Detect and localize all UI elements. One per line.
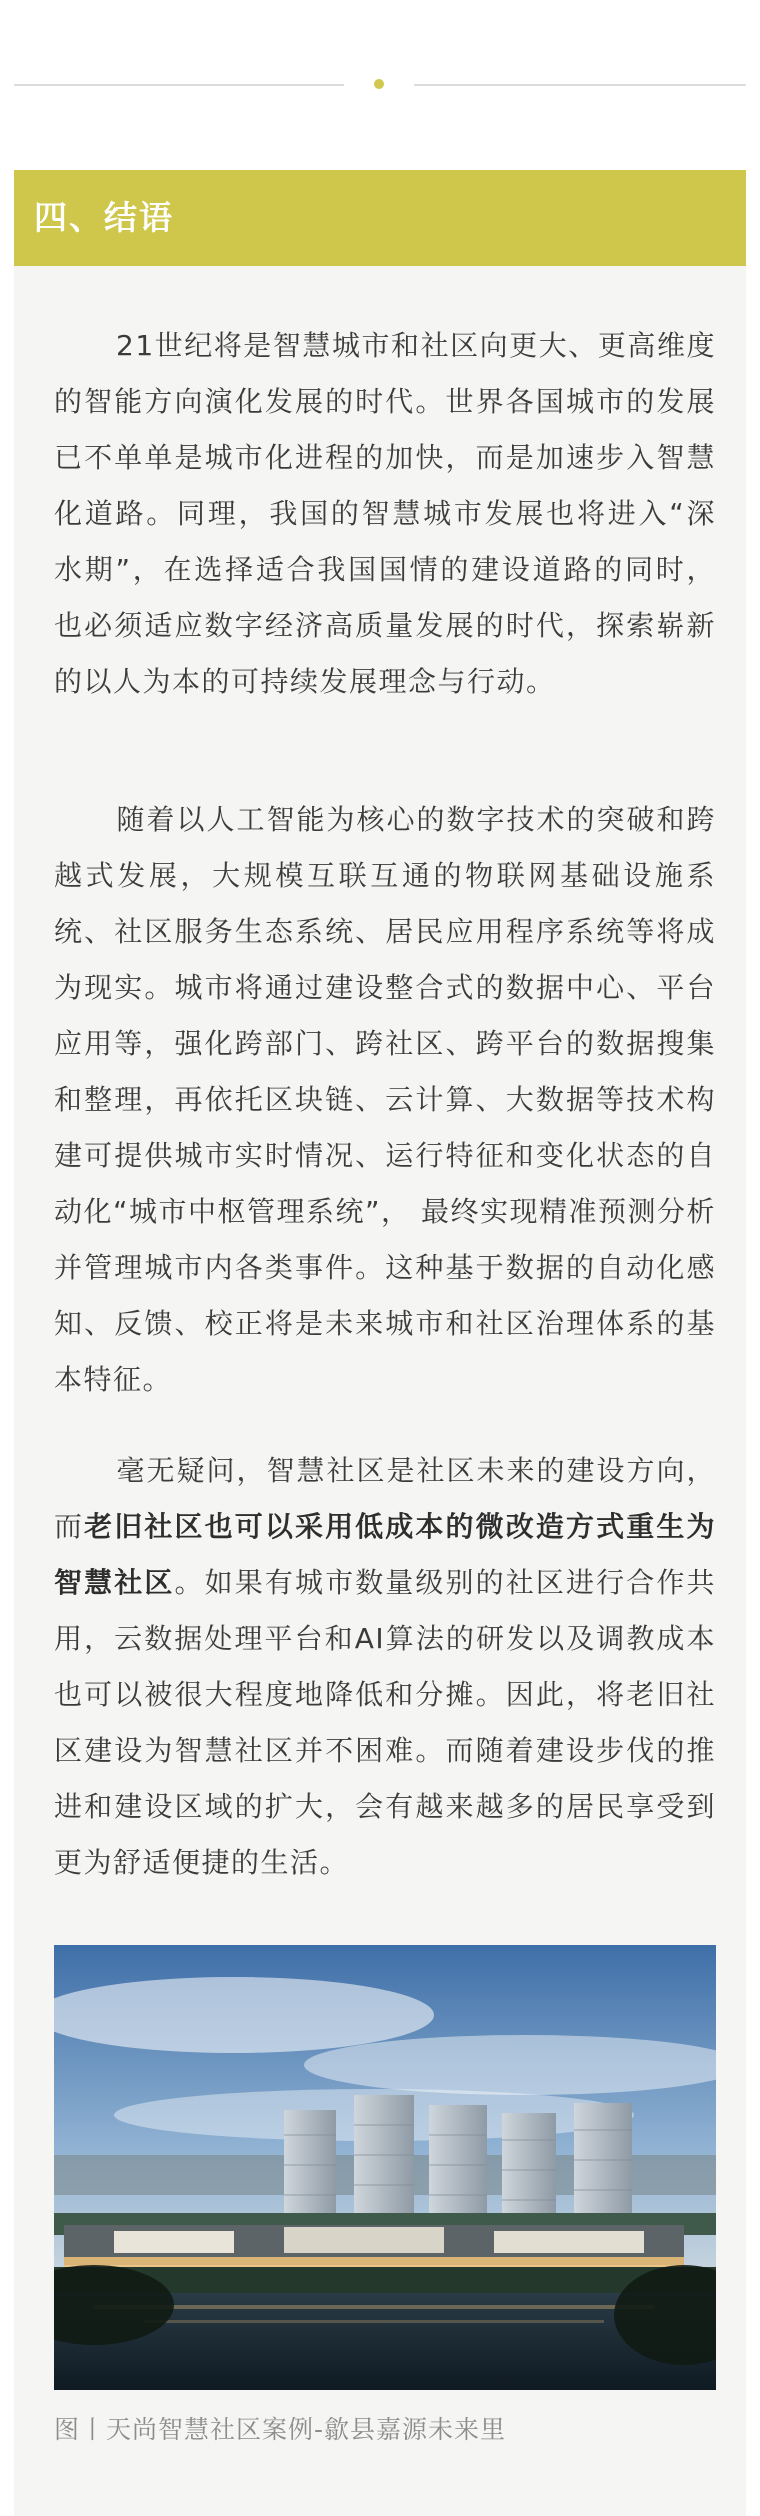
conclusion-section (14, 170, 746, 2516)
divider-dot (374, 79, 384, 89)
paragraph-1-text: 21世纪将是智慧城市和社区向更大、更高维度的智能方向演化发展的时代。世界各国城市的发展已不单单是城市化进程的加快，而是加速步入智慧化道路。同理，我国的智慧城市发展也将进入“深水期”，在选择适合我国国情的建设道路的同时，也必须适应数字经济高质量发展的时代，探索崭新的以人为本的可持续发展理念与行动。 (54, 329, 716, 698)
paragraph-1 (54, 318, 716, 710)
paragraph-2 (54, 792, 716, 1408)
section-header (14, 170, 746, 266)
community-rendering-image (54, 1945, 716, 2390)
paragraph-3-lead: 毫无疑问，智慧社区是社区未来的建设方向，而 (54, 1454, 716, 1543)
paragraph-3 (54, 1443, 716, 1891)
section-divider (0, 0, 760, 170)
paragraph-3-tail: 。如果有城市数量级别的社区进行合作共用，云数据处理平台和AI算法的研发以及调教成本也可以被很大程度地降低和分摊。因此，将老旧社区建设为智慧社区并不困难。而随着建设步伐的推进和建设区域的扩大，会有越来越多的居民享受到更为舒适便捷的生活。 (54, 1566, 716, 1879)
paragraph-3-emphasis: 老旧社区也可以采用低成本的微改造方式重生为智慧社区 (54, 1510, 716, 1599)
divider-line-right (414, 84, 746, 86)
divider-line-left (14, 84, 344, 86)
paragraph-2-text: 随着以人工智能为核心的数字技术的突破和跨越式发展，大规模互联互通的物联网基础设施系统、社区服务生态系统、居民应用程序系统等将成为现实。城市将通过建设整合式的数据中心、平台应用等，强化跨部门、跨社区、跨平台的数据搜集和整理，再依托区块链、云计算、大数据等技术构建可提供城市实时情况、运行特征和变化状态的自动化“城市中枢管理系统”， 最终实现精准预测分析并管理城市内各类事件。这种基于数据的自动化感知、反馈、校正将是未来城市和社区治理体系的基本特征。 (54, 803, 716, 1396)
figure-caption: 图丨天尚智慧社区案例-歙县嘉源未来里 (54, 2415, 507, 2444)
section-title: 四、结语 (34, 198, 174, 237)
